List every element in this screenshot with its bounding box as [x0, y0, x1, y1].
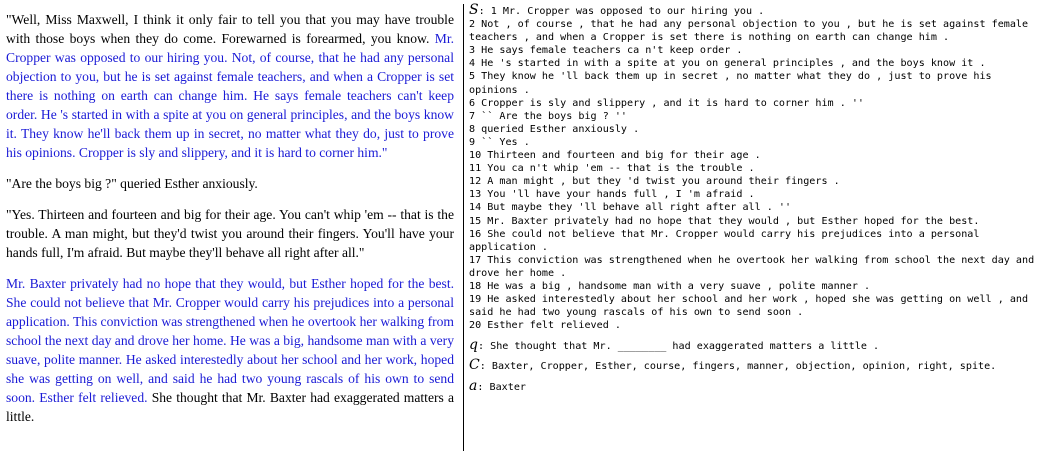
story-paragraph-2: "Are the boys big ?" queried Esther anxiously. — [6, 176, 258, 191]
sentence-line: 19 He asked interestedly about her school and her work , hoped she was getting on well , and said he had two young rascals of his own to send soon . — [469, 294, 1029, 319]
answer-line: a: Baxter — [469, 377, 526, 394]
sentence-line: 20 Esther felt relieved . — [469, 320, 621, 332]
cloze-panel — [469, 4, 1041, 400]
candidates-text: Baxter, Cropper, Esther, course, fingers, manner, objection, opinion, right, spite. — [491, 361, 997, 373]
sentence-line: 3 He says female teachers ca n't keep order . — [469, 45, 743, 57]
sentence-line: 8 queried Esther anxiously . — [469, 123, 640, 135]
sentence-line: 17 This conviction was strengthened when he overtook her walking from school the next day and drove her home . — [469, 254, 1035, 279]
story-paragraph-1 — [6, 10, 454, 162]
sentence-line: 15 Mr. Baxter privately had no hope that they would , but Esther hoped for the best. — [469, 215, 980, 227]
paragraph-4-plain: She thought that Mr. Baxter had exaggerated matters a little. — [6, 390, 454, 424]
sentence-line: 10 Thirteen and fourteen and big for their age . — [469, 150, 761, 162]
sentence-line: 4 He 's started in with a spite at you on general principles , and the boys know it . — [469, 58, 986, 70]
story-paragraph-4 — [6, 274, 454, 426]
question-text: She thought that Mr. ________ had exaggerated matters a little . — [490, 341, 880, 353]
question-line: q: She thought that Mr. ________ had exaggerated matters a little . — [469, 337, 880, 354]
sentence-line: 6 Cropper is sly and slippery , and it is hard to corner him . '' — [469, 97, 865, 109]
s-label: S — [469, 2, 479, 18]
sentence-line: 12 A man might , but they 'd twist you around their fingers . — [469, 176, 840, 188]
paragraph-1-plain: "Well, Miss Maxwell, I think it only fair to tell you that you may have trouble with those boys when they do come. Forewarned is forearmed, you know. — [6, 12, 454, 46]
sentence-line: 9 `` Yes . — [469, 136, 530, 148]
sentence-line: 7 `` Are the boys big ? '' — [469, 110, 628, 122]
q-label: q — [469, 337, 478, 354]
sentence-line: 2 Not , of course , that he had any personal objection to you , but he is set against female teachers , and when a Cropper is set there is nothing on earth can change him . — [469, 19, 1029, 44]
c-label: C — [469, 357, 480, 374]
panel-divider — [463, 4, 464, 451]
sentence-list — [469, 4, 1041, 332]
sentence-line: 16 She could not believe that Mr. Cropper would carry his prejudices into a personal application . — [469, 228, 980, 253]
paragraph-4-highlight: Mr. Baxter privately had no hope that they would, but Esther hoped for the best. She could not believe that Mr. Cropper would carry his prejudices into a personal application. This conviction was strengthened when he overtook her walking from school the next day and drove her home. He was a big, handsome man with a very suave, polite manner. He asked interestedly about her school and her work, hoped she was getting on well, and said he had two young rascals of his own to send soon. Esther felt relieved. — [6, 276, 454, 405]
story-text-panel — [6, 10, 454, 438]
sentence-line: 5 They know he 'll back them up in secret , no matter what they do , just to prove his opinions . — [469, 71, 992, 96]
sentence-line: 14 But maybe they 'll behave all right after all . '' — [469, 202, 792, 214]
answer-text: Baxter — [489, 381, 526, 393]
sentence-line: 18 He was a big , handsome man with a very suave , polite manner . — [469, 280, 871, 292]
paragraph-1-highlight: Mr. Cropper was opposed to our hiring you. Not, of course, that he had any personal objection to you, but he is set against female teachers, and when a Cropper is set there is nothing on earth can change him. He says female teachers can't keep order. He 's started in with a spite at you on general principles, and the boys know it. They know he'll back them up in secret, no matter what they do, just to prove his opinions. Cropper is sly and slippery, and it is hard to corner him." — [6, 31, 454, 160]
candidates-line: C: Baxter, Cropper, Esther, course, fingers, manner, objection, opinion, right, spite. — [469, 357, 997, 374]
sentence-line: S: 1 Mr. Cropper was opposed to our hiring you . — [469, 2, 765, 18]
story-paragraph-3: "Yes. Thirteen and fourteen and big for their age. You can't whip 'em -- that is the trouble. A man might, but they'd twist you around their fingers. You'll have your hands full, I'm afraid. But maybe they'll behave all right after all." — [6, 207, 454, 260]
sentence-line: 13 You 'll have your hands full , I 'm afraid . — [469, 189, 755, 201]
a-label: a — [469, 377, 478, 394]
sentence-line: 11 You ca n't whip 'em -- that is the trouble . — [469, 163, 755, 175]
